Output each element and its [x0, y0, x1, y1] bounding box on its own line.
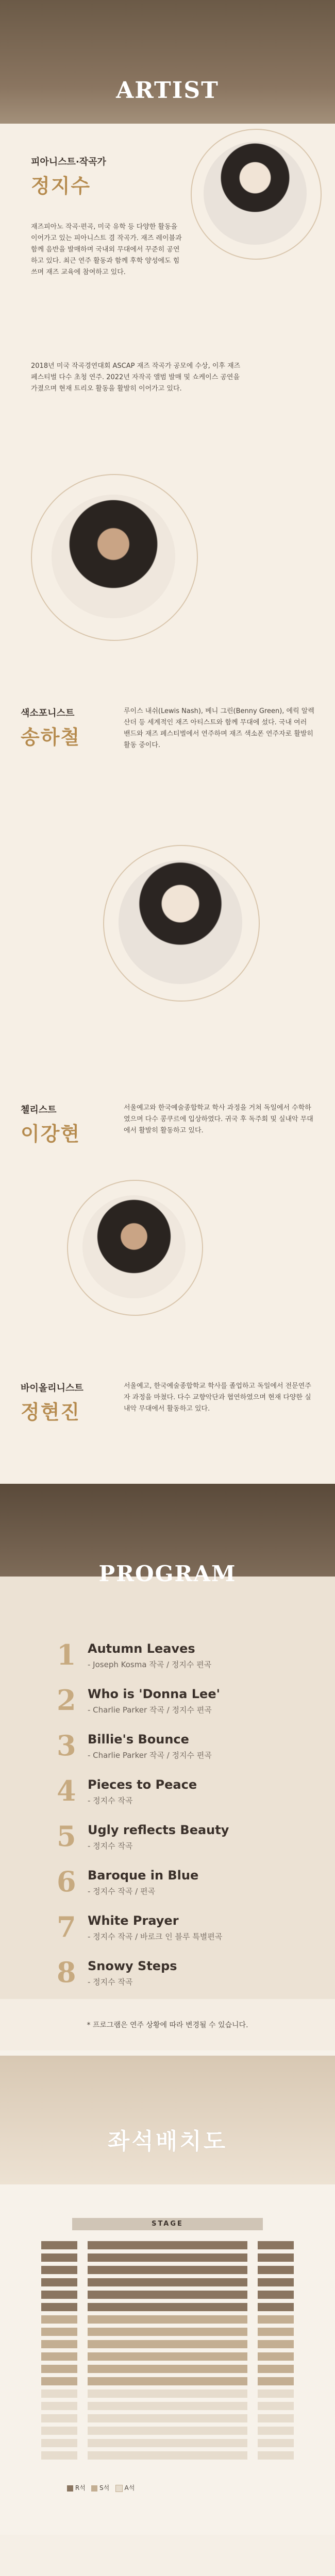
- seat-row-block: [258, 2352, 294, 2361]
- seat-row-block: [258, 2414, 294, 2422]
- seat-row-block: [41, 2278, 77, 2286]
- seat-row-block: [88, 2241, 247, 2249]
- performer-name: 정지수: [31, 175, 91, 197]
- program-piece-credit: - Charlie Parker 작곡 / 정지수 편곡: [88, 1705, 212, 1715]
- seat-row-block: [258, 2340, 294, 2348]
- performer-name: 정현진: [21, 1401, 81, 1423]
- program-piece-credit: - Charlie Parker 작곡 / 정지수 편곡: [88, 1751, 212, 1760]
- performer-bio: 루이스 내쉬(Lewis Nash), 베니 그린(Benny Green), 에릭 알렉산더 등 세계적인 재즈 아티스트와 함께 무대에 섰다. 국내 여러 밴드와 재즈 페스티벌에서 연주하며 재즈 색소폰 연주자로 활발히 활동 중이다.: [124, 707, 314, 749]
- performer-bio-2: 2018년 미국 작곡경연대회 ASCAP 재즈 작곡가 공모에 수상, 이후 재즈 페스티벌 다수 초청 연주. 2022년 자작곡 앨범 발매 및 쇼케이스 공연을 가졌으며 현재 트리오 활동을 활발히 이어가고 있다.: [31, 362, 241, 393]
- program-item: [57, 1865, 278, 1910]
- performer-bio: 서울예고, 한국예술종합학교 학사를 졸업하고 독일에서 전문연주자 과정을 마쳤다. 다수 교향악단과 협연하였으며 현재 다양한 실내악 무대에서 활동하고 있다.: [124, 1382, 311, 1413]
- program-item: [57, 1956, 278, 2001]
- seat-row-block: [41, 2377, 77, 2385]
- saxophonist-photo: [52, 495, 175, 618]
- seat-row-block: [41, 2241, 77, 2249]
- program-number: 4: [57, 1774, 76, 1807]
- legend-swatch-s: [91, 2485, 97, 2492]
- performer-role: 첼리스트: [21, 1105, 57, 1115]
- seat-row-block: [41, 2402, 77, 2410]
- seat-row-block: [41, 2389, 77, 2398]
- seat-row-block: [258, 2241, 294, 2249]
- legend-label: A석: [124, 2484, 135, 2492]
- program-number: 5: [57, 1820, 76, 1853]
- seat-row-block: [88, 2340, 247, 2348]
- seat-row-block: [258, 2315, 294, 2324]
- seat-row-block: [258, 2303, 294, 2311]
- seat-row-block: [88, 2451, 247, 2460]
- performer-role: 색소포니스트: [21, 708, 75, 719]
- program-number: 8: [57, 1956, 76, 1989]
- seat-row-block: [88, 2266, 247, 2274]
- program-piece-title: Pieces to Peace: [88, 1777, 197, 1792]
- seat-row-block: [88, 2328, 247, 2336]
- program-number: 3: [57, 1729, 76, 1762]
- program-item: [57, 1820, 278, 1865]
- seat-row-block: [88, 2439, 247, 2447]
- stage-label: STAGE: [72, 2218, 263, 2230]
- program-title: PROGRAM: [98, 1561, 237, 1586]
- seat-row-block: [258, 2402, 294, 2410]
- performer-name: 이강현: [21, 1123, 81, 1145]
- seat-row-block: [258, 2365, 294, 2373]
- seat-row-block: [88, 2352, 247, 2361]
- program-number: 2: [57, 1684, 76, 1717]
- seat-row-block: [41, 2427, 77, 2435]
- seat-row-block: [41, 2328, 77, 2336]
- seat-row-block: [41, 2365, 77, 2373]
- performer-role: 바이올리니스트: [21, 1383, 83, 1394]
- program-item: [57, 1638, 278, 1684]
- program-piece-credit: - 정지수 작곡 / 편곡: [88, 1887, 155, 1896]
- program-list: [57, 1638, 278, 2001]
- seat-row-block: [88, 2414, 247, 2422]
- cellist-photo: [119, 860, 242, 984]
- seat-row-block: [41, 2266, 77, 2274]
- program-piece-credit: - 정지수 작곡: [88, 1796, 133, 1805]
- seat-row-block: [88, 2389, 247, 2398]
- seat-row-block: [88, 2377, 247, 2385]
- program-piece-credit: - 정지수 작곡: [88, 1977, 133, 1987]
- seat-row-block: [41, 2352, 77, 2361]
- seat-row-block: [41, 2439, 77, 2447]
- seat-row-block: [88, 2291, 247, 2299]
- program-piece-credit: - 정지수 작곡 / 바로크 인 블루 특별편곡: [88, 1932, 223, 1941]
- seat-row-block: [88, 2365, 247, 2373]
- seat-row-block: [258, 2389, 294, 2398]
- seat-row-block: [258, 2328, 294, 2336]
- seat-row-block: [258, 2377, 294, 2385]
- seating-banner: [0, 2056, 335, 2184]
- program-piece-credit: - 정지수 작곡: [88, 1841, 133, 1851]
- seating-title: 좌석배치도: [107, 2128, 228, 2155]
- seat-row-block: [258, 2291, 294, 2299]
- program-piece-credit: - Joseph Kosma 작곡 / 정지수 편곡: [88, 1660, 212, 1669]
- legend-swatch-a: [115, 2485, 123, 2492]
- performer-role: 피아니스트·작곡가: [31, 157, 106, 167]
- seat-row-block: [258, 2439, 294, 2447]
- program-piece-title: Billie's Bounce: [88, 1732, 189, 1747]
- performer-bio: 서울예고와 한국예술종합학교 학사 과정을 거쳐 독일에서 수학하였으며 다수 콩쿠르에 입상하였다. 귀국 후 독주회 및 실내악 무대에서 활발히 활동하고 있다.: [124, 1104, 313, 1134]
- seat-row-block: [41, 2315, 77, 2324]
- legend-label: R석: [75, 2484, 86, 2492]
- program-piece-title: White Prayer: [88, 1913, 179, 1928]
- seat-row-block: [88, 2315, 247, 2324]
- program-piece-title: Who is 'Donna Lee': [88, 1687, 220, 1701]
- seat-map: [31, 2236, 304, 2473]
- program-item: [57, 1774, 278, 1820]
- legend-swatch-r: [67, 2485, 73, 2492]
- seat-row-block: [41, 2253, 77, 2262]
- program-piece-title: Snowy Steps: [88, 1959, 177, 1973]
- seat-row-block: [258, 2253, 294, 2262]
- seat-row-block: [41, 2303, 77, 2311]
- program-item: [57, 1684, 278, 1729]
- seat-row-block: [88, 2427, 247, 2435]
- seat-row-block: [258, 2451, 294, 2460]
- pianist-photo: [204, 142, 307, 245]
- seat-row-block: [88, 2303, 247, 2311]
- seat-row-block: [41, 2291, 77, 2299]
- artist-title: ARTIST: [116, 77, 219, 104]
- seat-row-block: [258, 2278, 294, 2286]
- seat-row-block: [258, 2427, 294, 2435]
- seat-row-block: [88, 2253, 247, 2262]
- seat-row-block: [258, 2266, 294, 2274]
- artist-header: [0, 0, 335, 124]
- program-number: 6: [57, 1865, 76, 1898]
- performer-bio: 재즈피아노 작곡·편곡, 미국 유학 등 다양한 활동을 이어가고 있는 피아니스트 겸 작곡가. 재즈 레이블과 함께 음반을 발매하며 국내외 무대에서 꾸준히 공연하고 있다. 최근 연주 활동과 함께 후학 양성에도 힘쓰며 재즈 교육에 참여하고 있다.: [31, 223, 182, 276]
- performer-name: 송하철: [21, 726, 81, 749]
- seat-legend: [67, 2483, 135, 2492]
- program-piece-title: Autumn Leaves: [88, 1641, 195, 1656]
- program-number: 1: [57, 1638, 76, 1671]
- program-number: 7: [57, 1910, 76, 1943]
- ticket-section: [0, 2535, 335, 2576]
- program-note: * 프로그램은 연주 상황에 따라 변경될 수 있습니다.: [87, 2021, 248, 2029]
- seat-row-block: [41, 2451, 77, 2460]
- program-piece-title: Ugly reflects Beauty: [88, 1823, 229, 1837]
- legend-label: S석: [99, 2484, 110, 2492]
- seat-row-block: [88, 2402, 247, 2410]
- violinist-photo: [82, 1195, 186, 1298]
- program-item: [57, 1729, 278, 1774]
- seat-row-block: [41, 2340, 77, 2348]
- program-piece-title: Baroque in Blue: [88, 1868, 199, 1883]
- seat-row-block: [88, 2278, 247, 2286]
- seat-row-block: [41, 2414, 77, 2422]
- program-item: [57, 1910, 278, 1956]
